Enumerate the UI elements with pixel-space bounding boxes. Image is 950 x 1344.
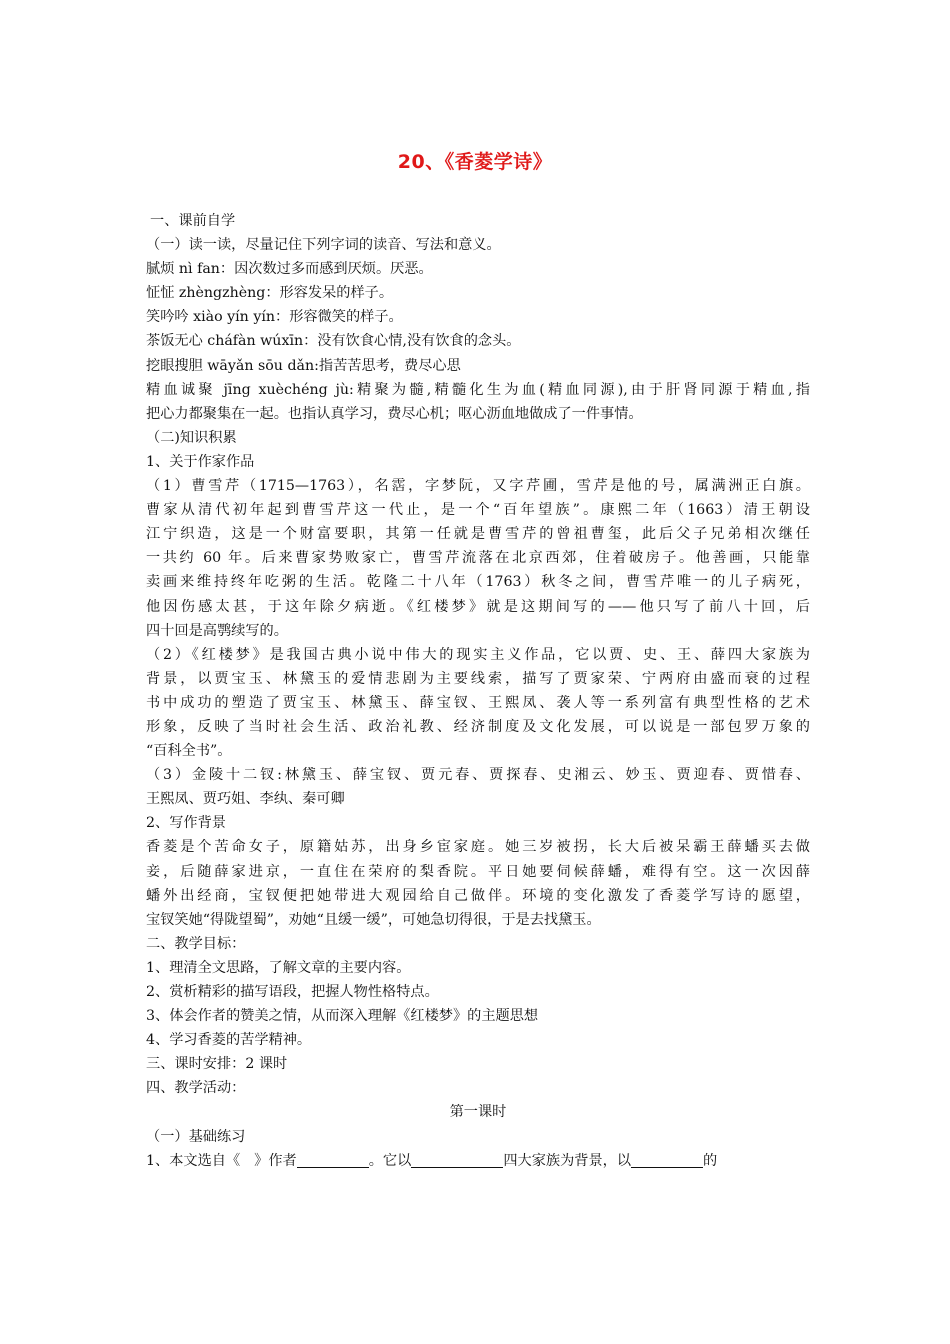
- vocab-item: 茶饭无心 cháfàn wúxīn：没有饮食心情,没有饮食的念头。: [146, 333, 521, 350]
- section-heading: 四、教学活动：: [146, 1080, 246, 1097]
- paragraph-line: 妾，后随薛家进京，一直住在荣府的梨香院。平日她要伺候薛蟠，难得有空。这一次因薛: [146, 863, 810, 880]
- paragraph-line: 背景，以贾宝玉、林黛玉的爱情悲剧为主要线索，描写了贾家荣、宁两府由盛而衰的过程: [146, 670, 810, 687]
- subsection-heading: （二)知识积累: [146, 429, 237, 446]
- page-title: 20、《香菱学诗》: [397, 151, 553, 173]
- vocab-item: 笑吟吟 xiào yín yín：形容微笑的样子。: [146, 309, 403, 326]
- paragraph-line: 蟠外出经商，宝钗便把她带进大观园给自己做伴。环境的变化激发了香菱学写诗的愿望，: [146, 887, 810, 904]
- paragraph-line: “百科全书”。: [146, 743, 232, 760]
- fill-blank[interactable]: [411, 1151, 503, 1168]
- paragraph-line: 一共约 60 年。后来曹家势败家亡，曹雪芹流落在北京西郊，住着破房子。他善画，只能靠: [146, 550, 810, 567]
- paragraph-line: （3）金陵十二钗:林黛玉、薛宝钗、贾元春、贾探春、史湘云、妙玉、贾迎春、贾惜春、: [146, 767, 810, 784]
- goal-item: 2、赏析精彩的描写语段，把握人物性格特点。: [146, 984, 439, 1000]
- subsection-heading: （一）基础练习: [146, 1128, 246, 1145]
- goal-item: 1、理清全文思路，了解文章的主要内容。: [146, 959, 411, 976]
- paragraph-line: 曹家从清代初年起到曹雪芹这一代止，是一个“百年望族”。康熙二年（1663）清王朝设: [146, 502, 810, 519]
- section-heading: 二、教学目标：: [146, 935, 246, 952]
- paragraph-line: 江宁织造，这是一个财富要职，其第一任就是曹雪芹的曾祖曹玺，此后父子兄弟相次继任: [146, 526, 810, 543]
- exercise-text: 的: [703, 1152, 718, 1169]
- subsection-heading: （一）读一读，尽量记住下列字词的读音、写法和意义。: [146, 237, 501, 254]
- paragraph-line: 香菱是个苦命女子，原籍姑苏，出身乡宦家庭。她三岁被拐，长大后被呆霸王薛蟠买去做: [146, 839, 810, 856]
- fill-blank[interactable]: [631, 1151, 703, 1168]
- vocab-item: 腻烦 nì fan：因次数过多而感到厌烦。厌恶。: [146, 261, 433, 278]
- vocab-item-continued: 把心力都聚集在一起。也指认真学习，费尽心机；呕心沥血地做成了一件事情。: [146, 405, 643, 422]
- paragraph-line: 书中成功的塑造了贾宝玉、林黛玉、薛宝钗、王熙凤、袭人等一系列富有典型性格的艺术: [146, 694, 810, 711]
- exercise-text: 四大家族为背景，以: [503, 1152, 632, 1169]
- exercise-line: [146, 1149, 810, 1173]
- paragraph-line: 王熙凤、贾巧姐、李纨、秦可卿: [146, 791, 345, 808]
- topic-heading: 1、关于作家作品: [146, 453, 255, 470]
- lesson-heading: 第一课时: [449, 1104, 507, 1121]
- exercise-text: 。它以: [368, 1152, 412, 1169]
- topic-heading: 2、写作背景: [146, 815, 226, 832]
- paragraph-line: 卖画来维持终年吃粥的生活。乾隆二十八年（1763）秋冬之间，曹雪芹唯一的儿子病死，: [146, 574, 810, 591]
- fill-blank[interactable]: [240, 1152, 254, 1168]
- paragraph-line: 形象，反映了当时社会生活、政治礼教、经济制度及文化发展，可以说是一部包罗万象的: [146, 718, 810, 735]
- paragraph-line: （1）曹雪芹（1715—1763），名霑，字梦阮，又字芹圃，雪芹是他的号，属满洲正白旗。: [146, 478, 810, 495]
- fill-blank[interactable]: [297, 1151, 369, 1168]
- paragraph-line: （2）《红楼梦》是我国古典小说中伟大的现实主义作品，它以贾、史、王、薛四大家族为: [146, 646, 810, 663]
- vocab-item: 精血诚聚 jīng xuèchéng jù:精聚为髓,精髓化生为血(精血同源),由于肝肾同源于精血,指: [146, 381, 810, 398]
- paragraph-line: 四十回是高鹗续写的。: [146, 622, 288, 639]
- exercise-text: 》作者: [254, 1152, 297, 1169]
- goal-item: 3、体会作者的赞美之情，从而深入理解《红楼梦》的主题思想: [146, 1008, 539, 1025]
- section-heading: 一、课前自学: [150, 213, 236, 229]
- goal-item: 4、学习香菱的苦学精神。: [146, 1032, 312, 1049]
- exercise-text: 1、本文选自《: [146, 1152, 241, 1169]
- section-heading: 三、课时安排：2 课时: [146, 1056, 288, 1073]
- vocab-item: 怔怔 zhèngzhèng：形容发呆的样子。: [146, 285, 394, 302]
- paragraph-line: 宝钗笑她“得陇望蜀”，劝她“且缓一缓”，可她急切得很，于是去找黛玉。: [146, 911, 601, 928]
- paragraph-line: 他因伤感太甚，于这年除夕病逝。《红楼梦》就是这期间写的——他只写了前八十回，后: [146, 598, 810, 615]
- document-body: [146, 209, 810, 1173]
- vocab-item: 挖眼搜胆 wāyǎn sōu dǎn:指苦苦思考，费尽心思: [146, 357, 461, 374]
